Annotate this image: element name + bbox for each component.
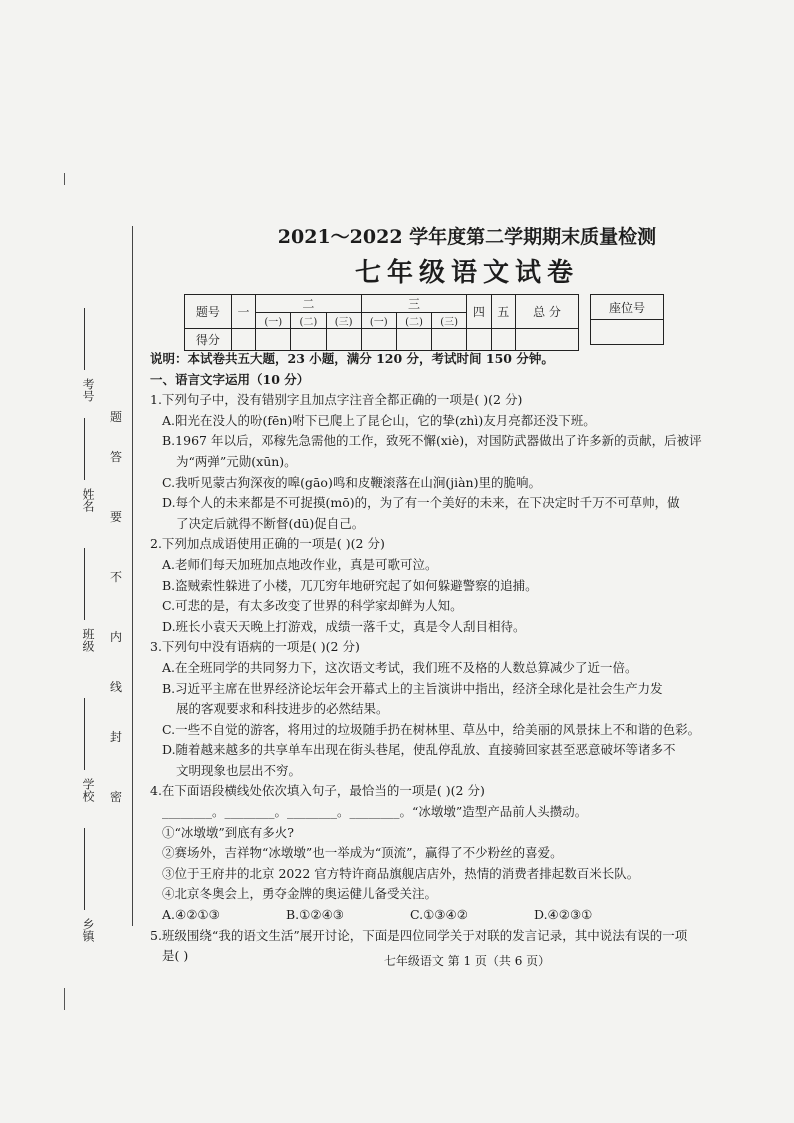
- score-cell[interactable]: [256, 329, 291, 351]
- seal-char: 内: [110, 630, 123, 644]
- score-cell[interactable]: [231, 329, 255, 351]
- edge-mark: [64, 173, 65, 185]
- seal-char: 要: [110, 510, 123, 524]
- score-cell[interactable]: [432, 329, 467, 351]
- section-header: 三: [361, 295, 467, 313]
- score-cell[interactable]: [396, 329, 431, 351]
- section-header: 总 分: [516, 295, 579, 329]
- option-d: D.随着越来越多的共享单车出现在街头巷尾，使乱停乱放、直接骑回家甚至恶意破坏等诸多不: [162, 742, 676, 758]
- sub-col-header: (二): [396, 313, 431, 329]
- question-stem: 3.下列句中没有语病的一项是( )(2 分): [150, 639, 360, 655]
- option-b-continued: 展的客观要求和科技进步的必然结果。: [176, 701, 389, 717]
- score-cell[interactable]: [361, 329, 396, 351]
- exam-no-label: 考号: [81, 378, 95, 402]
- score-cell[interactable]: [467, 329, 491, 351]
- section-header: 四: [467, 295, 491, 329]
- option-d-continued: 文明现象也层出不穷。: [176, 762, 302, 778]
- sub-col-header: (一): [256, 313, 291, 329]
- exam-subtitle: 七年级语文试卷: [354, 258, 579, 288]
- score-cell[interactable]: [326, 329, 361, 351]
- sub-col-header: (一): [361, 313, 396, 329]
- instructions: 说明：本试卷共五大题，23 小题，满分 120 分，考试时间 150 分钟。: [150, 351, 554, 366]
- page-footer: 七年级语文 第 1 页（共 6 页）: [383, 954, 551, 968]
- exam-content: [150, 349, 702, 967]
- option-a: A.老师们每天加班加点地改作业，真是可歌可泣。: [162, 556, 438, 572]
- class-label: 班级: [81, 628, 95, 652]
- seat-cell[interactable]: [591, 320, 664, 345]
- section-header: 二: [256, 295, 362, 313]
- choice-b: B.①②④③: [286, 907, 344, 923]
- seal-char: 不: [110, 570, 123, 584]
- option-d: D.班长小袁天天晚上打游戏，成绩一落千丈，真是令人刮目相待。: [162, 618, 526, 634]
- town-underline: [84, 828, 85, 910]
- choice-d: D.④②③①: [534, 907, 593, 923]
- exam-title: 2021～2022 学年度第二学期期末质量检测: [277, 226, 657, 248]
- seat-label: 座位号: [591, 295, 664, 320]
- score-cell[interactable]: [516, 329, 579, 351]
- exam-no-underline: [84, 308, 85, 370]
- question-stem: 4.在下面语段横线处依次填入句子，最恰当的一项是( )(2 分): [150, 783, 485, 799]
- binding-strip: [70, 218, 136, 942]
- sub-col-header: (二): [291, 313, 326, 329]
- sentence-2: ②赛场外，吉祥物“冰墩墩”也一举成为“顶流”，赢得了不少粉丝的喜爱。: [162, 845, 563, 861]
- question-stem: 5.班级围绕“我的语文生活”展开讨论，下面是四位同学关于对联的发言记录，其中说法有误的一项: [150, 927, 688, 943]
- choice-c: C.①③④②: [410, 907, 468, 923]
- seal-char: 封: [110, 730, 123, 744]
- name-underline: [84, 418, 85, 480]
- sub-col-header: (三): [326, 313, 361, 329]
- choice-a: A.④②①③: [162, 907, 220, 923]
- section-heading: 一、语言文字运用（10 分）: [150, 371, 310, 387]
- seat-table: [590, 294, 664, 345]
- binding-line: [132, 226, 133, 926]
- sentence-1: ①“冰墩墩”到底有多火?: [162, 824, 294, 840]
- edge-mark: [64, 988, 65, 1010]
- question-stem: 1.下列句子中，没有错别字且加点字注音全都正确的一项是( )(2 分): [150, 392, 523, 408]
- sentence-3: ③位于王府井的北京 2022 官方特许商品旗舰店店外，热情的消费者排起数百米长队。: [162, 865, 640, 881]
- option-d: D.每个人的未来都是不可捉摸(mō)的，为了有一个美好的未来，在下决定时千万不可草帅，做: [162, 495, 680, 511]
- option-c: C.一些不自觉的游客，将用过的垃圾随手扔在树林里、草丛中，给美丽的风景抹上不和谐的色彩。: [162, 721, 701, 737]
- option-d-continued: 了决定后就得不断督(dū)促自己。: [176, 515, 365, 531]
- sub-col-header: (三): [432, 313, 467, 329]
- option-c: C.我听见蒙古狗深夜的嗥(gāo)鸣和皮鞭滚落在山涧(jiàn)里的脆响。: [162, 474, 541, 490]
- town-label: 乡镇: [81, 918, 95, 942]
- option-b: B.习近平主席在世界经济论坛年会开幕式上的主旨演讲中指出，经济全球化是社会生产力发: [162, 680, 663, 696]
- sentence-4: ④北京冬奥会上，勇夺金牌的奥运健儿备受关注。: [162, 886, 438, 902]
- question-stem-continued: 是( ): [162, 948, 189, 964]
- question-stem: 2.下列加点成语使用正确的一项是( )(2 分): [150, 536, 385, 552]
- seal-char: 线: [110, 680, 123, 694]
- section-header: 五: [491, 295, 515, 329]
- answer-choices: [150, 905, 698, 926]
- option-b: B.盗贼索性躲进了小楼，兀兀穷年地研究起了如何躲避警察的追捕。: [162, 577, 538, 593]
- score-table: [184, 294, 579, 351]
- score-cell[interactable]: [291, 329, 326, 351]
- class-underline: [84, 548, 85, 620]
- row-label: 题号: [185, 295, 232, 329]
- fill-blank-line: ________。________。________。________。“冰墩墩”造型产品前人头攒动。: [162, 804, 588, 820]
- section-header: 一: [231, 295, 255, 329]
- seal-char: 答: [110, 450, 123, 464]
- row-label: 得分: [185, 329, 232, 351]
- seal-char: 密: [110, 790, 123, 804]
- school-label: 学校: [81, 778, 95, 802]
- option-c: C.可悲的是，有太多改变了世界的科学家却鲜为人知。: [162, 598, 463, 614]
- option-b: B.1967 年以后，邓稼先急需他的工作，致死不懈(xiè)，对国防武器做出了许多新的贡献，后被评: [162, 433, 702, 449]
- option-a: A.阳光在没人的吩(fēn)咐下已爬上了昆仑山，它的挚(zhì)友月亮都还没下班。: [162, 412, 596, 428]
- name-label: 姓名: [81, 488, 95, 512]
- seal-char: 题: [110, 410, 123, 424]
- option-a: A.在全班同学的共同努力下，这次语文考试，我们班不及格的人数总算减少了近一倍。: [162, 659, 638, 675]
- school-underline: [84, 698, 85, 770]
- option-b-continued: 为“两弹”元勋(xūn)。: [176, 453, 297, 469]
- score-cell[interactable]: [491, 329, 515, 351]
